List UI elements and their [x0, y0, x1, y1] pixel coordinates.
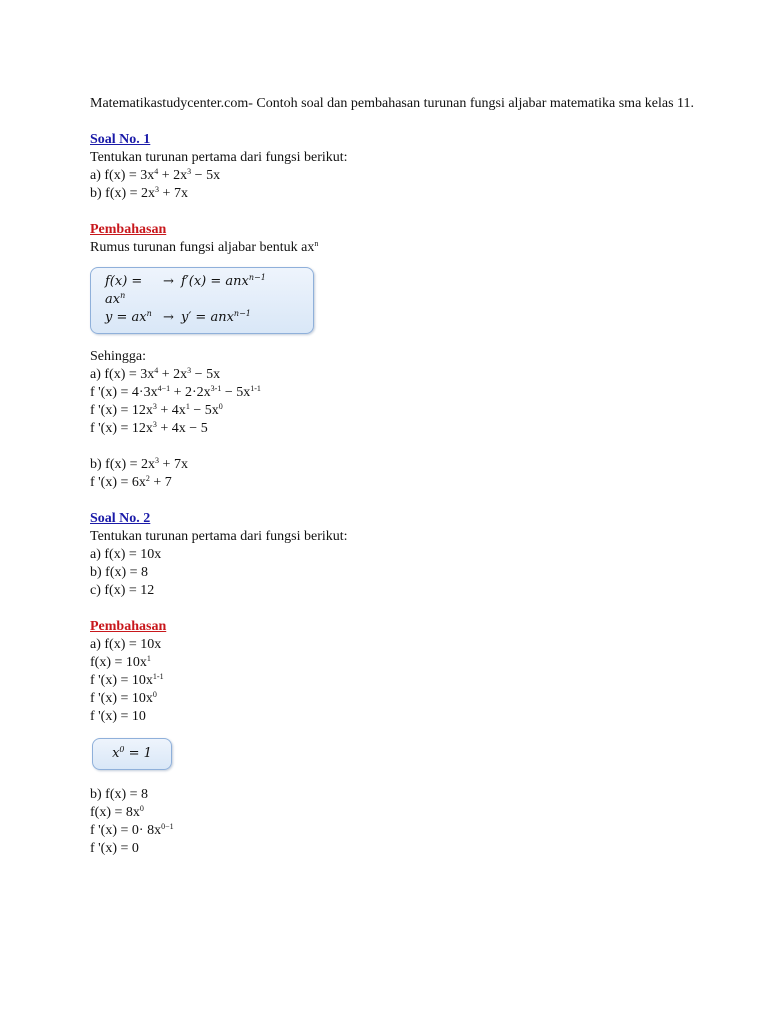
solution-2b-line-1: b) f(x) = 8: [90, 787, 149, 802]
soal-2-item-a: a) f(x) = 10x: [90, 547, 162, 562]
sehingga-text: Sehingga:: [90, 349, 146, 364]
soal-2-question: Tentukan turunan pertama dari fungsi berikut:: [90, 529, 348, 544]
solution-2a-line-2: $f(x) = 10x^1$: [90, 654, 151, 670]
soal-1-item-b: b) $f(x) = 2x^3 + 7x$: [90, 185, 188, 201]
solution-2b-line-3: f '$(x) = 0\cdot 8x^{0-1}$: [90, 822, 174, 838]
soal-2-heading[interactable]: Soal No. 2: [90, 511, 151, 526]
soal-2-item-c: c) f(x) = 12: [90, 583, 155, 598]
solution-1a-line-3: f '$(x) = 12x^3 + 4x^1 - 5x^0$: [90, 402, 223, 418]
solution-2a-line-5: f '(x) = 10: [90, 709, 146, 724]
solution-1b-line-1: b) $f(x) = 2x^3 + 7x$: [90, 456, 188, 472]
formula-box: [90, 267, 314, 334]
solution-1b-line-2: f '$(x) = 6x^2 + 7$: [90, 474, 172, 490]
document-body: [90, 95, 710, 858]
solution-1a-line-4: f '$(x) = 12x^3 + 4x - 5$: [90, 420, 208, 436]
solution-1a-line-2: f '$(x) = 4\cdot 3x^{4-1} + 2\cdot 2x^{3-1} - 5x^{1-1}$: [90, 384, 261, 400]
soal-1-heading[interactable]: Soal No. 1: [90, 132, 151, 147]
solution-2a-line-3: f '$(x) = 10x^{1-1}$: [90, 672, 164, 688]
solution-2a-line-1: a) f(x) = 10x: [90, 637, 162, 652]
solution-2a-line-4: f '$(x) = 10x^0$: [90, 690, 157, 706]
intro-text: Matematikastudycenter.com- Contoh soal dan pembahasan turunan fungsi aljabar matematika sma kelas 11.: [90, 96, 695, 111]
formula-row-1: $f(x) = ax^n$ → f′(x) = anx$^{n-1}$: [105, 273, 266, 307]
soal-1-question: Tentukan turunan pertama dari fungsi berikut:: [90, 150, 348, 165]
solution-2b-line-2: $f(x) = 8x^0$: [90, 804, 144, 820]
formula-row-2: $y = ax^n$ → y′ = anx$^{n-1}$: [105, 309, 251, 325]
solution-1a-line-1: a) $f(x) = 3x^4 + 2x^3 - 5x$: [90, 366, 221, 382]
pembahasan-2-heading: Pembahasan: [90, 619, 167, 634]
solution-2b-line-4: f '(x) = 0: [90, 841, 139, 856]
zero-exponent-note-box: $x^0 = 1$: [92, 738, 172, 770]
soal-1-item-a: a) $f(x) = 3x^4 + 2x^3 - 5x$: [90, 167, 221, 183]
rumus-text: Rumus turunan fungsi aljabar bentuk $ax^n$: [90, 239, 319, 255]
soal-2-item-b: b) f(x) = 8: [90, 565, 149, 580]
pembahasan-1-heading: Pembahasan: [90, 222, 167, 237]
